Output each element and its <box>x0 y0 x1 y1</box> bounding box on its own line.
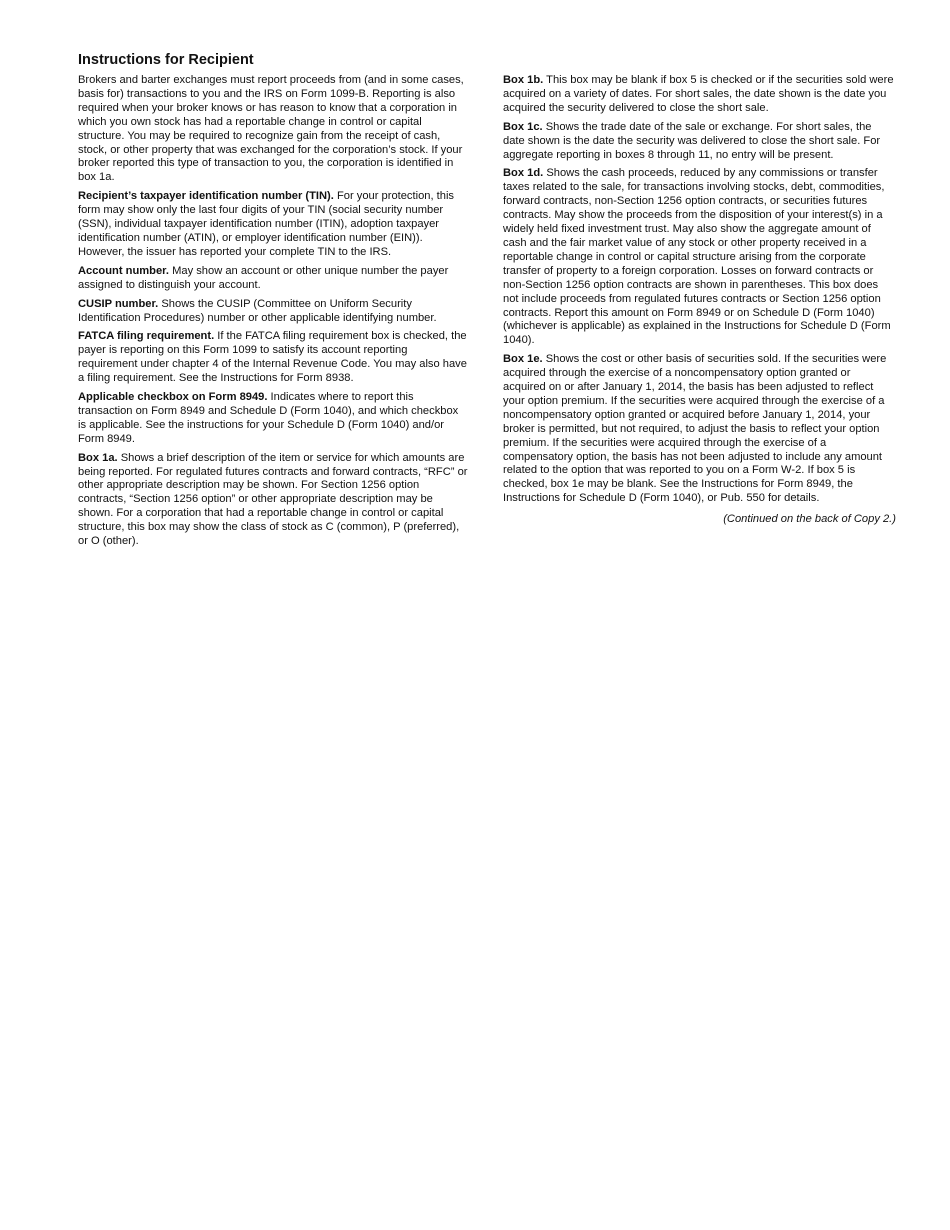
paragraph-text: May show an account or other unique number the payer assigned to distinguish your account. <box>78 264 449 291</box>
form-8949-paragraph <box>78 391 468 447</box>
paragraph-text: Shows the trade date of the sale or exchange. For short sales, the date shown is the date the security was delivered to close the short sale. For aggregate reporting in boxes 8 through 11, no entry will be present. <box>503 120 881 161</box>
paragraph-heading: Applicable checkbox on Form 8949. <box>78 391 268 404</box>
continued-note: (Continued on the back of Copy 2.) <box>723 513 896 526</box>
paragraph-text: Brokers and barter exchanges must report proceeds from (and in some cases, basis for) transactions to you and the IRS on Form 1099-B. Reporting is also required when your broker knows or has reason to know that a corporation in which you own stock has had a reportable change in control or capital structure. You may be required to recognize gain from the receipt of cash, stock, or other property that was exchanged for the corporation’s stock. If your broker reported this type of transaction to you, the corporation is identified in box 1a. <box>78 74 464 184</box>
tin-paragraph <box>78 190 468 260</box>
box-1d-paragraph <box>503 167 896 348</box>
box-1b-paragraph <box>503 74 896 116</box>
right-column <box>503 74 896 532</box>
paragraph-heading: FATCA filing requirement. <box>78 330 215 343</box>
paragraph-heading: Recipient’s taxpayer identification number (TIN). <box>78 190 334 203</box>
cusip-paragraph <box>78 298 468 326</box>
fatca-paragraph <box>78 330 468 386</box>
paragraph-heading: Box 1d. <box>503 167 544 180</box>
account-number-paragraph <box>78 265 468 293</box>
paragraph-text: Shows the cash proceeds, reduced by any commissions or transfer taxes related to the sale, for transactions involving stocks, debt, commodities, forward contracts, non-Section 1256 option contracts, or securities futures contracts. May show the proceeds from the disposition of your interest(s) in a widely held fixed investment trust. May also show the aggregate amount of cash and the fair market value of any stock or other property received in a reportable change in control or capital structure arising from the corporate transfer of property to a foreign corporation. Losses on forward contracts or non-Section 1256 option contracts are shown in parentheses. This box does not include proceeds from regulated futures contracts or Section 1256 option contracts. Report this amount on Form 8949 or on Schedule D (Form 1040) (whichever is applicable) as explained in the Instructions for Schedule D (Form 1040). <box>503 167 891 347</box>
left-column <box>78 74 468 554</box>
box-1a-paragraph <box>78 452 468 549</box>
paragraph-heading: Account number. <box>78 264 169 277</box>
paragraph-heading: Box 1a. <box>78 451 118 464</box>
paragraph-text: This box may be blank if box 5 is checked or if the securities sold were acquired on a variety of dates. For short sales, the date shown is the date you acquired the security delivered to close the short sale. <box>503 74 894 114</box>
paragraph-text: Indicates where to report this transaction on Form 8949 and Schedule D (Form 1040), and which checkbox is applicable. See the instructions for your Schedule D (Form 1040) and/or Form 8949. <box>78 391 459 445</box>
box-1c-paragraph <box>503 121 896 163</box>
paragraph-heading: Box 1c. <box>503 120 543 133</box>
paragraph-text: Shows a brief description of the item or service for which amounts are being reported. For regulated futures contracts and forward contracts, “RFC” or other appropriate description may be shown. For Section 1256 option contracts, “Section 1256 option” or other appropriate description may be shown. For a corporation that had a reportable change in control or capital structure, this box may show the class of stock as C (common), P (preferred), or O (other). <box>78 451 468 548</box>
page-title: Instructions for Recipient <box>78 52 254 68</box>
paragraph-text: Shows the CUSIP (Committee on Uniform Security Identification Procedures) number or other applicable identifying number. <box>78 297 437 324</box>
paragraph-text: If the FATCA filing requirement box is checked, the payer is reporting on this Form 1099 to satisfy its account reporting requirement under chapter 4 of the Internal Revenue Code. You may also have a filing requirement. See the Instructions for Form 8938. <box>78 330 467 385</box>
paragraph-text: Shows the cost or other basis of securities sold. If the securities were acquired through the exercise of a noncompensatory option granted or acquired on or after January 1, 2014, the basis has been adjusted to reflect your option premium. If the securities were acquired through the exercise of a noncompensatory option granted or acquired before January 1, 2014, your broker is permitted, but not required, to adjust the basis to reflect your option premium. If the securities were acquired through the exercise of a compensatory option, the basis has not been adjusted to include any amount related to the option that was reported to you on a Form W-2. If box 5 is checked, box 1e may be blank. See the Instructions for Form 8949, the Instructions for Schedule D (Form 1040), or Pub. 550 for details. <box>503 353 887 505</box>
paragraph-heading: CUSIP number. <box>78 297 159 310</box>
box-1e-paragraph <box>503 353 896 506</box>
paragraph-heading: Box 1e. <box>503 353 543 366</box>
paragraph-text: For your protection, this form may show only the last four digits of your TIN (social security number (SSN), individual taxpayer identification number (ITIN), adoption taxpayer identification number (ATIN), or employer identification number (EIN)). However, the issuer has reported your complete TIN to the IRS. <box>78 190 454 258</box>
intro-paragraph <box>78 74 468 185</box>
paragraph-heading: Box 1b. <box>503 74 544 86</box>
